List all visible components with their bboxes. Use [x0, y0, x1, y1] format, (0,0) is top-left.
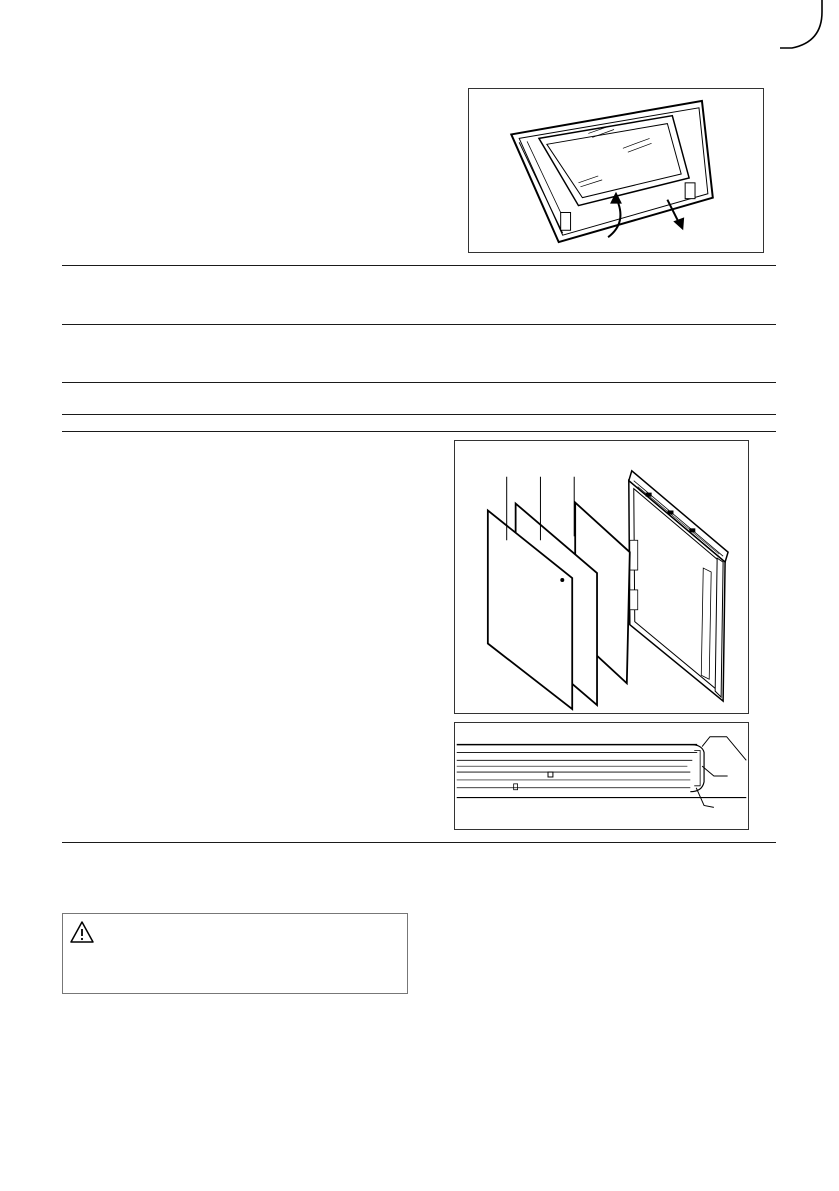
warning-box: [62, 913, 408, 994]
door-tilt-remove-diagram: [469, 89, 763, 252]
exploded-glass-panels-diagram: [455, 441, 748, 713]
glass-panel-rail-detail-diagram: [455, 723, 748, 829]
divider: [62, 414, 776, 415]
divider: [62, 382, 776, 383]
warning-triangle-icon: [69, 920, 95, 944]
divider: [62, 431, 776, 432]
divider: [62, 842, 776, 843]
divider: [62, 324, 776, 325]
glass-rail-figure: [454, 722, 749, 830]
divider: [62, 265, 776, 266]
glass-panels-figure: [454, 440, 749, 714]
crop-mark-top-right: [780, 0, 830, 55]
door-removal-figure: [468, 88, 764, 253]
